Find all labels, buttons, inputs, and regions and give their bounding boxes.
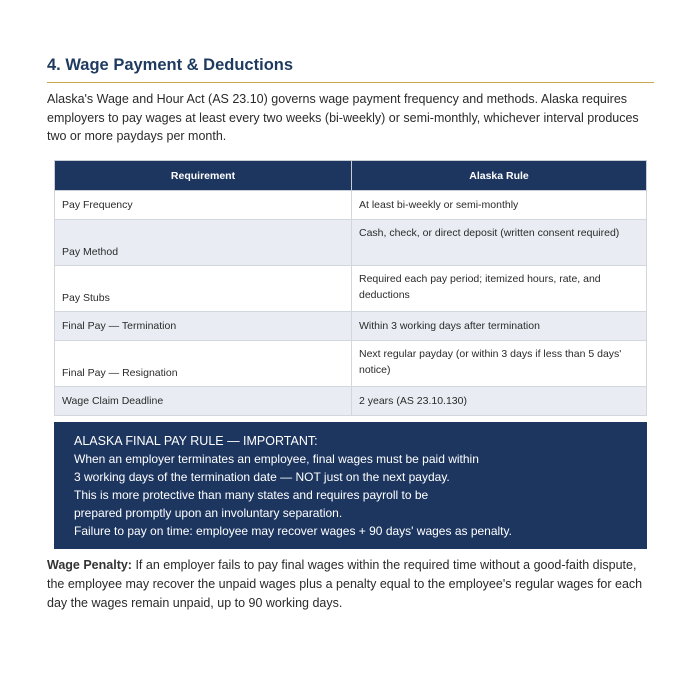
callout-line: prepared promptly upon an involuntary separation.: [74, 506, 343, 520]
rule-cell: Required each pay period; itemized hours, rate, and deductions: [352, 266, 647, 312]
wage-penalty-text: If an employer fails to pay final wages within the required time without a good-faith dispute, the employee may recover the unpaid wages plus a penalty equal to the employee's regular wages for each day the wages remain unpaid, up to 90 working days.: [47, 558, 643, 610]
final-pay-callout: [54, 422, 647, 549]
rule-cell: Next regular payday (or within 3 days if less than 5 days' notice): [352, 341, 647, 387]
intro-paragraph: Alaska's Wage and Hour Act (AS 23.10) governs wage payment frequency and methods. Alaska requires employers to pay wages at least every two weeks (bi-weekly) or semi-monthly, whichever interval produces two or more paydays per month.: [47, 92, 639, 143]
callout-title: ALASKA FINAL PAY RULE — IMPORTANT:: [74, 434, 318, 448]
rule-cell: 2 years (AS 23.10.130): [352, 387, 647, 416]
table-row: [55, 341, 647, 387]
table-row: [55, 312, 647, 341]
callout-line: When an employer terminates an employee, final wages must be paid within: [74, 452, 479, 466]
table-row: [55, 220, 647, 266]
table-header-row: [55, 161, 647, 191]
requirement-cell: Wage Claim Deadline: [55, 387, 352, 416]
wage-penalty-paragraph: [47, 556, 654, 613]
table-row: [55, 266, 647, 312]
requirement-cell: Pay Method: [55, 220, 352, 266]
requirement-cell: Pay Stubs: [55, 266, 352, 312]
wage-penalty-label: Wage Penalty:: [47, 558, 132, 572]
callout-line: 3 working days of the termination date — NOT just on the next payday.: [74, 470, 450, 484]
column-header-alaska-rule: Alaska Rule: [352, 161, 647, 191]
requirement-cell: Final Pay — Resignation: [55, 341, 352, 387]
callout-line: This is more protective than many states and requires payroll to be: [74, 488, 429, 502]
requirement-cell: Pay Frequency: [55, 191, 352, 220]
table-row: [55, 191, 647, 220]
section-heading: 4. Wage Payment & Deductions: [47, 56, 654, 83]
table-row: [55, 387, 647, 416]
requirement-cell: Final Pay — Termination: [55, 312, 352, 341]
callout-line: Failure to pay on time: employee may recover wages + 90 days' wages as penalty.: [74, 524, 512, 538]
column-header-requirement: Requirement: [55, 161, 352, 191]
rule-cell: At least bi-weekly or semi-monthly: [352, 191, 647, 220]
rule-cell: Cash, check, or direct deposit (written consent required): [352, 220, 647, 266]
requirements-table: [54, 160, 647, 416]
rule-cell: Within 3 working days after termination: [352, 312, 647, 341]
